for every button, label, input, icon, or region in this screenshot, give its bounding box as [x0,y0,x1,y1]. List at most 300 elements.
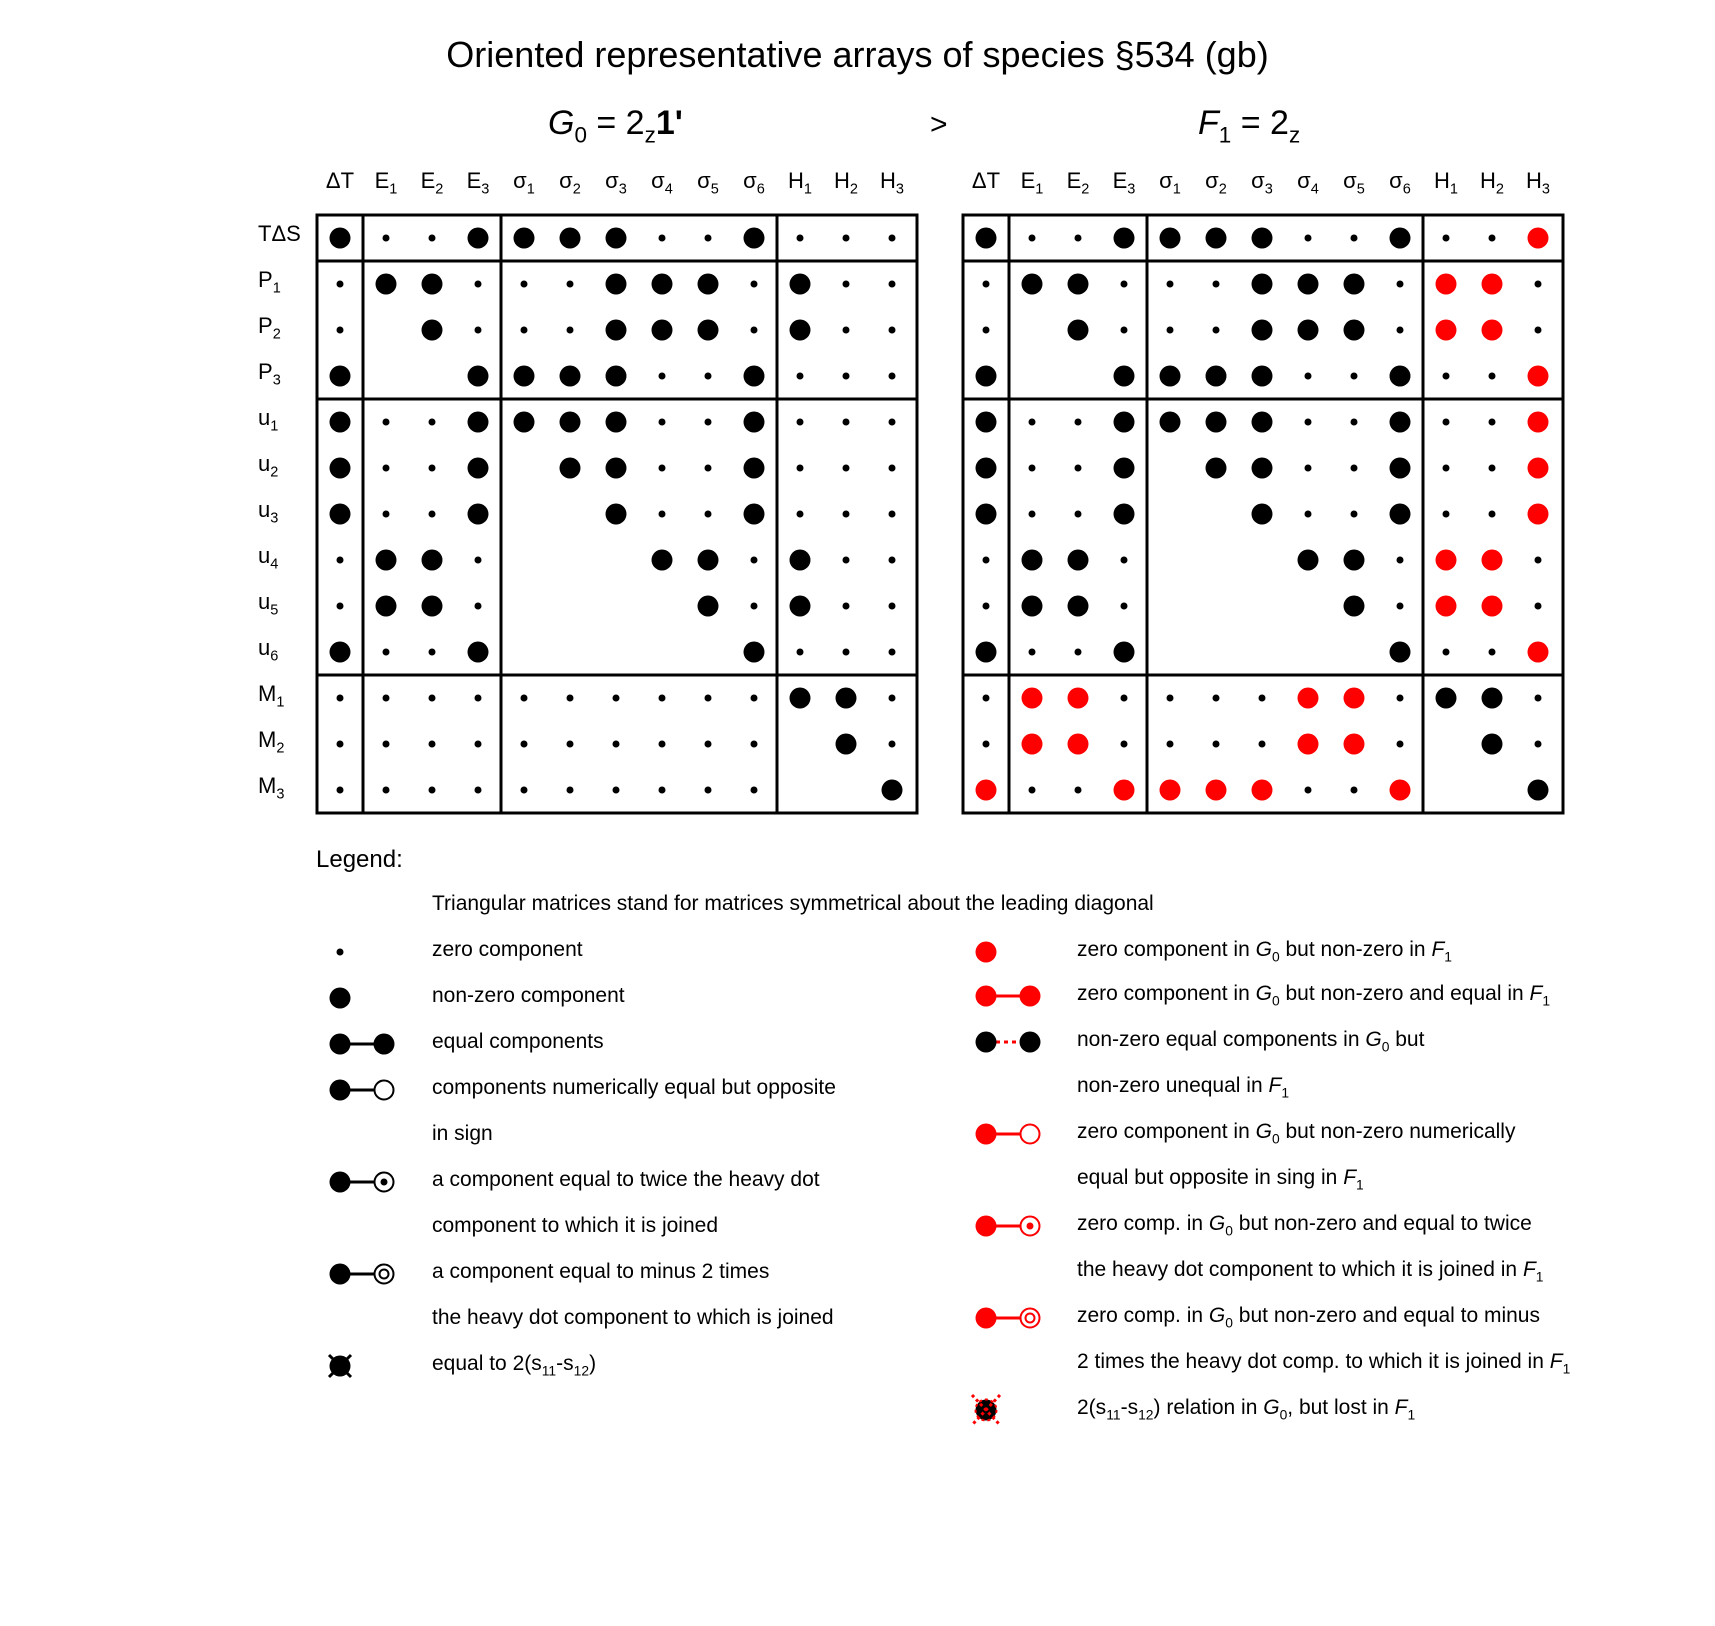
legend-right-text: equal but opposite in sing in $F_1$ [1077,1166,1364,1193]
nonzero-component-dot [560,366,581,387]
zero-component-dot [475,695,482,702]
zero-component-dot [337,281,344,288]
zero-component-dot [1167,327,1174,334]
legend-note: Triangular matrices stand for matrices symmetrical about the leading diagonal [432,892,1154,915]
zero-component-dot [1121,557,1128,564]
nonzero-component-dot [422,320,443,341]
row-header: $M_3$ [258,773,285,803]
nonzero-component-dot [976,458,997,479]
nonzero-component-dot [744,458,765,479]
zero-component-dot [1305,787,1312,794]
zero-component-dot [1029,787,1036,794]
zero-component-dot [659,419,666,426]
zero-component-dot [1305,235,1312,242]
zero-component-dot [567,695,574,702]
zero-component-dot [705,695,712,702]
zero-component-dot [1121,695,1128,702]
nonzero-component-dot [744,366,765,387]
nonzero-component-dot [976,228,997,249]
zero-component-dot [613,695,620,702]
zero-component-dot [475,281,482,288]
zero-component-dot [337,741,344,748]
nonzero-component-dot [560,458,581,479]
zero-component-dot [1489,419,1496,426]
nonzero-component-dot [1390,642,1411,663]
col-header-left: $\sigma_5$ [697,168,719,198]
nonzero-component-dot [1482,734,1503,755]
zero-component-dot [1351,465,1358,472]
zero-component-dot [567,327,574,334]
zero-component-dot [889,235,896,242]
nonzero-component-dot [1482,688,1503,709]
col-header-right: $E_2$ [1066,168,1090,198]
red-component-dot [1436,274,1457,295]
col-header-left: $E_3$ [466,168,490,198]
col-header-left: $E_2$ [420,168,444,198]
nonzero-component-dot [606,274,627,295]
zero-component-dot [475,787,482,794]
pair-left-dot [976,1216,997,1237]
zero-component-dot [429,741,436,748]
zero-component-dot [383,419,390,426]
red-component-dot [1528,458,1549,479]
zero-component-dot [1259,695,1266,702]
zero-component-dot [889,741,896,748]
nonzero-component-dot [1298,274,1319,295]
zero-component-dot [705,787,712,794]
zero-component-dot [1443,649,1450,656]
legend-left-text: in sign [432,1122,493,1145]
nonzero-component-dot [514,366,535,387]
zero-component-dot [429,787,436,794]
nonzero-component-dot [1390,228,1411,249]
zero-component-dot [797,465,804,472]
nonzero-component-dot [1114,642,1135,663]
zero-component-dot [475,741,482,748]
red-component-dot [1482,274,1503,295]
nonzero-component-dot [790,320,811,341]
zero-component-dot [705,465,712,472]
zero-component-dot [429,649,436,656]
red-component-dot [1482,320,1503,341]
zero-component-dot [567,741,574,748]
zero-component-dot [337,327,344,334]
row-header: $M_2$ [258,727,285,757]
zero-component-dot [797,373,804,380]
zero-component-dot [1121,741,1128,748]
row-header: $u_3$ [258,497,279,527]
col-header-left: $E_1$ [374,168,398,198]
col-header-right: $H_3$ [1526,168,1550,198]
row-header: $P_1$ [258,267,281,297]
zero-component-dot [521,281,528,288]
zero-component-dot [1305,465,1312,472]
zero-component-dot [751,557,758,564]
zero-component-dot [797,649,804,656]
nonzero-component-dot [1068,550,1089,571]
nonzero-component-dot [698,596,719,617]
zero-component-dot [1489,649,1496,656]
nonzero-component-dot [1022,550,1043,571]
nonzero-component-dot [1114,412,1135,433]
zero-component-dot [1535,695,1542,702]
nonzero-component-dot [1252,320,1273,341]
nonzero-component-dot [790,550,811,571]
nonzero-component-dot [606,412,627,433]
red-component-dot [1528,504,1549,525]
zero-component-dot [613,787,620,794]
red-component-dot [1206,780,1227,801]
red-component-dot [1344,688,1365,709]
nonzero-component-dot [330,228,351,249]
nonzero-component-dot [1160,228,1181,249]
row-header: $u_2$ [258,451,279,481]
nonzero-component-dot [1114,228,1135,249]
zero-component-dot [659,741,666,748]
nonzero-component-dot [1528,780,1549,801]
nonzero-component-dot [606,504,627,525]
zero-component-dot [797,419,804,426]
zero-component-dot [1489,511,1496,518]
legend-title: Legend: [316,846,403,873]
left-group-label: $G_0 = 2_z1'$ [548,104,683,148]
nonzero-component-dot [1298,550,1319,571]
zero-component-dot [1397,695,1404,702]
nonzero-component-dot [1114,366,1135,387]
pair-left-dot [976,1124,997,1145]
nonzero-component-dot [836,734,857,755]
zero-component-dot [889,281,896,288]
col-header-left: $\sigma_4$ [651,168,673,198]
zero-component-dot [383,511,390,518]
zero-component-dot [337,695,344,702]
zero-component-dot [383,649,390,656]
nonzero-component-dot [606,458,627,479]
nonzero-component-dot [560,228,581,249]
zero-component-dot [705,419,712,426]
legend-right-text: zero comp. in $G_0$ but non-zero and equal to minus [1077,1304,1540,1331]
zero-component-dot [429,465,436,472]
comparison-sign: > [930,108,948,141]
red-component-dot [1390,780,1411,801]
zero-component-dot [705,741,712,748]
nonzero-component-dot [652,274,673,295]
zero-component-dot [797,235,804,242]
row-header: $P_2$ [258,313,281,343]
red-component-dot [1344,734,1365,755]
nonzero-component-dot [1206,228,1227,249]
zero-component-dot [1443,373,1450,380]
zero-component-dot [1535,557,1542,564]
zero-component-dot [383,787,390,794]
legend-left-text: non-zero component [432,984,625,1007]
nonzero-component-dot [652,320,673,341]
row-header: $u_5$ [258,589,279,619]
zero-component-dot [659,511,666,518]
zero-component-dot [1029,649,1036,656]
red-component-dot [1528,642,1549,663]
zero-component-dot [337,557,344,564]
zero-component-dot [1397,327,1404,334]
col-header-right: $\sigma_6$ [1389,168,1411,198]
row-header: $M_1$ [258,681,285,711]
zero-component-dot [1167,695,1174,702]
zero-component-dot [659,787,666,794]
zero-component-dot [1121,281,1128,288]
red-component-dot [1436,596,1457,617]
nonzero-component-dot [514,412,535,433]
pair-right-inner-ring [380,1270,389,1279]
nonzero-component-dot [1390,458,1411,479]
nonzero-component-dot [1344,274,1365,295]
zero-component-dot [383,235,390,242]
legend-right-text: zero component in $G_0$ but non-zero and equal in $F_1$ [1077,982,1551,1009]
zero-component-dot [1489,465,1496,472]
zero-component-dot [1305,373,1312,380]
zero-component-dot [1259,741,1266,748]
red-component-dot [1528,228,1549,249]
col-header-left: $\sigma_3$ [605,168,627,198]
zero-component-dot [1351,511,1358,518]
zero-component-dot [1351,419,1358,426]
pair-right-ring [375,1081,394,1100]
zero-component-dot [843,419,850,426]
zero-component-dot [751,327,758,334]
col-header-right: $H_2$ [1480,168,1504,198]
pair-right-dot [1020,986,1041,1007]
zero-component-dot [843,603,850,610]
zero-component-dot [983,695,990,702]
col-header-left: $H_3$ [880,168,904,198]
col-header-right: ΔT [971,168,1001,193]
legend-right-text: zero comp. in $G_0$ but non-zero and equal to twice [1077,1212,1532,1239]
row-header: $P_3$ [258,359,281,389]
zero-component-dot [1075,787,1082,794]
zero-component-dot [1443,511,1450,518]
nonzero-component-dot [744,228,765,249]
col-header-right: $E_1$ [1020,168,1044,198]
nonzero-component-dot [744,504,765,525]
legend-right-text: $2(s_{11}-s_{12})$ relation in $G_0$, but lost in $F_1$ [1077,1396,1416,1423]
zero-component-dot [1305,511,1312,518]
nonzero-component-dot [330,458,351,479]
zero-component-dot [613,741,620,748]
zero-component-dot [1443,465,1450,472]
zero-component-dot [1075,511,1082,518]
zero-component-dot [429,235,436,242]
zero-component-dot [475,557,482,564]
zero-component-dot [1075,465,1082,472]
nonzero-component-dot [744,412,765,433]
zero-component-dot [843,327,850,334]
zero-component-dot [983,327,990,334]
legend-left-text: zero component [432,938,583,961]
zero-component-dot [1535,741,1542,748]
legend-right-text: 2 times the heavy dot comp. to which it is joined in $F_1$ [1077,1350,1571,1377]
col-header-right: $\sigma_3$ [1251,168,1273,198]
pair-left-dot [976,1032,997,1053]
red-component-dot [1436,320,1457,341]
col-header-right: $\sigma_1$ [1159,168,1181,198]
nonzero-component-dot [836,688,857,709]
nonzero-component-dot [1160,366,1181,387]
zero-component-dot [1121,603,1128,610]
legend-left-text: a component equal to twice the heavy dot [432,1168,820,1191]
col-header-left: $H_1$ [788,168,812,198]
nonzero-component-dot [790,274,811,295]
nonzero-component-dot [1252,274,1273,295]
red-component-dot [1022,688,1043,709]
zero-component-dot [751,603,758,610]
col-header-left: $\sigma_1$ [513,168,535,198]
legend-left-text: the heavy dot component to which is joined [432,1306,834,1329]
zero-component-dot [659,373,666,380]
zero-component-dot [843,465,850,472]
nonzero-component-dot [698,320,719,341]
zero-component-dot [983,281,990,288]
zero-component-dot [1121,327,1128,334]
nonzero-component-icon [330,988,351,1009]
zero-component-dot [521,327,528,334]
nonzero-component-dot [1344,550,1365,571]
zero-component-dot [1213,695,1220,702]
pair-left-dot [976,986,997,1007]
zero-component-dot [429,695,436,702]
col-header-left: $\sigma_2$ [559,168,581,198]
zero-component-dot [1075,419,1082,426]
nonzero-component-dot [376,274,397,295]
zero-component-dot [1489,235,1496,242]
nonzero-component-dot [1160,412,1181,433]
legend-left-text: components numerically equal but opposite [432,1076,836,1099]
red-component-dot [1436,550,1457,571]
nonzero-component-dot [468,412,489,433]
zero-component-dot [1397,557,1404,564]
legend-right-text: non-zero unequal in $F_1$ [1077,1074,1290,1101]
nonzero-component-dot [882,780,903,801]
nonzero-component-dot [1206,458,1227,479]
zero-component-dot [889,327,896,334]
nonzero-component-dot [468,366,489,387]
red-component-dot [1482,596,1503,617]
legend-right-text: the heavy dot component to which it is joined in $F_1$ [1077,1258,1544,1285]
legend-left-text: a component equal to minus 2 times [432,1260,770,1283]
zero-component-dot [383,695,390,702]
legend-right-text: non-zero equal components in $G_0$ but [1077,1028,1425,1055]
nonzero-component-dot [1252,228,1273,249]
red-component-dot [1068,688,1089,709]
zero-component-dot [843,557,850,564]
nonzero-component-dot [1114,458,1135,479]
nonzero-component-dot [468,458,489,479]
nonzero-component-dot [422,550,443,571]
col-header-right: $\sigma_5$ [1343,168,1365,198]
nonzero-component-dot [1068,274,1089,295]
zero-component-dot [1351,787,1358,794]
zero-component-dot [889,373,896,380]
zero-component-dot [1075,235,1082,242]
pair-right-center-dot [381,1179,388,1186]
zero-component-dot [475,327,482,334]
zero-component-dot [1443,419,1450,426]
zero-component-dot [429,511,436,518]
nonzero-component-dot [1206,366,1227,387]
legend-left-text: equal to $2(s_{11}-s_{12})$ [432,1352,597,1379]
zero-component-dot [337,787,344,794]
legend-left-text: equal components [432,1030,604,1053]
pair-left-dot [976,1308,997,1329]
pair-right-dot [374,1034,395,1055]
nonzero-component-dot [976,412,997,433]
zero-component-dot [889,511,896,518]
zero-component-dot [659,465,666,472]
nonzero-component-dot [790,688,811,709]
nonzero-component-dot [468,228,489,249]
pair-right-dot [1020,1032,1041,1053]
red-component-dot [1528,412,1549,433]
zero-component-dot [1443,235,1450,242]
zero-component-dot [659,695,666,702]
red-component-dot [1022,734,1043,755]
zero-component-dot [889,557,896,564]
zero-component-dot [889,465,896,472]
nonzero-component-dot [1068,320,1089,341]
nonzero-component-dot [1252,458,1273,479]
nonzero-component-dot [468,642,489,663]
nonzero-component-dot [744,642,765,663]
nonzero-component-dot [514,228,535,249]
nonzero-component-dot [976,642,997,663]
col-header-left: $\sigma_6$ [743,168,765,198]
zero-component-dot [1213,741,1220,748]
red-component-dot [976,780,997,801]
zero-component-dot [1167,741,1174,748]
nonzero-component-dot [330,412,351,433]
zero-component-dot [983,603,990,610]
nonzero-component-dot [330,642,351,663]
nonzero-component-dot [1344,596,1365,617]
zero-component-dot [567,281,574,288]
red-component-dot [1252,780,1273,801]
zero-component-dot [889,603,896,610]
col-header-right: $\sigma_2$ [1205,168,1227,198]
zero-component-dot [843,281,850,288]
red-component-dot [1114,780,1135,801]
zero-component-icon [337,949,344,956]
zero-component-dot [521,787,528,794]
zero-component-dot [1029,511,1036,518]
legend-right-text: zero component in $G_0$ but non-zero in $F_1$ [1077,938,1452,965]
zero-component-dot [705,235,712,242]
nonzero-component-dot [1344,320,1365,341]
nonzero-component-dot [468,504,489,525]
zero-component-dot [983,741,990,748]
zero-component-dot [1351,235,1358,242]
right-group-label: $F_1 = 2_z$ [1198,104,1301,148]
zero-component-dot [1213,281,1220,288]
row-header: $u_4$ [258,543,279,573]
zero-component-dot [1535,327,1542,334]
zero-component-dot [1397,603,1404,610]
nonzero-component-dot [1252,366,1273,387]
nonzero-component-dot [560,412,581,433]
zero-component-dot [843,511,850,518]
nonzero-component-dot [376,550,397,571]
pair-right-center-dot [1027,1223,1034,1230]
nonzero-component-dot [422,596,443,617]
red-component-dot [1298,688,1319,709]
zero-component-dot [475,603,482,610]
